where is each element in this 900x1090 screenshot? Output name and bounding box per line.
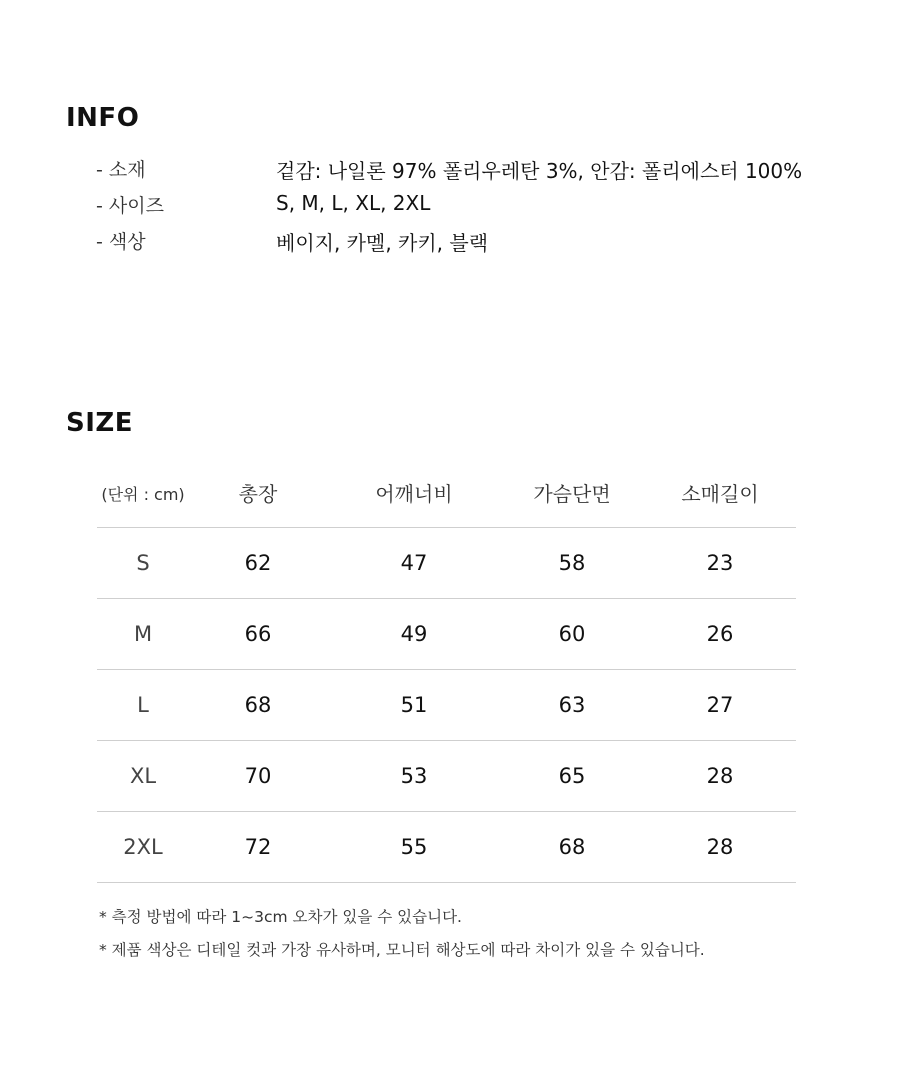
header-unit: (단위 : cm) <box>101 485 185 504</box>
table-row <box>97 599 796 670</box>
table-row <box>97 528 796 599</box>
shoulder-width-value: 51 <box>400 693 428 717</box>
header-chest-width: 가슴단면 <box>533 482 611 506</box>
size-table <box>97 470 796 883</box>
color-note: * 제품 색상은 디테일 컷과 가장 유사하며, 모니터 해상도에 따라 차이가 있을 수 있습니다. <box>99 941 705 959</box>
chest-width-value: 68 <box>558 835 586 859</box>
info-label-material: - 소재 <box>96 159 146 181</box>
size-section-title: SIZE <box>66 408 134 438</box>
chest-width-value: 58 <box>558 551 586 575</box>
chest-width-value: 63 <box>558 693 586 717</box>
size-label: M <box>133 622 153 646</box>
shoulder-width-value: 55 <box>400 835 428 859</box>
total-length-value: 70 <box>244 764 272 788</box>
size-label: XL <box>129 764 157 788</box>
sleeve-length-value: 23 <box>706 551 734 575</box>
info-row-colors <box>96 227 856 257</box>
header-total-length: 총장 <box>238 482 278 506</box>
size-table-header <box>97 470 796 528</box>
sleeve-length-value: 27 <box>706 693 734 717</box>
info-row-sizes <box>96 191 856 221</box>
size-label: L <box>137 693 149 717</box>
info-value-colors: 베이지, 카멜, 카키, 블랙 <box>276 231 489 255</box>
chest-width-value: 60 <box>558 622 586 646</box>
sleeve-length-value: 28 <box>706 764 734 788</box>
size-label: S <box>136 551 150 575</box>
shoulder-width-value: 53 <box>400 764 428 788</box>
total-length-value: 62 <box>244 551 272 575</box>
info-label-sizes: - 사이즈 <box>96 195 164 217</box>
sleeve-length-value: 26 <box>706 622 734 646</box>
info-label-colors: - 색상 <box>96 231 146 253</box>
shoulder-width-value: 49 <box>400 622 428 646</box>
total-length-value: 66 <box>244 622 272 646</box>
shoulder-width-value: 47 <box>400 551 428 575</box>
table-row <box>97 741 796 812</box>
total-length-value: 72 <box>244 835 272 859</box>
info-row-material <box>96 155 856 185</box>
size-label: 2XL <box>123 835 163 859</box>
info-section-title: INFO <box>66 103 140 133</box>
total-length-value: 68 <box>244 693 272 717</box>
info-value-material: 겉감: 나일론 97% 폴리우레탄 3%, 안감: 폴리에스터 100% <box>276 159 803 183</box>
sleeve-length-value: 28 <box>706 835 734 859</box>
info-value-sizes: S, M, L, XL, 2XL <box>276 191 431 215</box>
header-sleeve-length: 소매길이 <box>681 482 759 506</box>
table-row <box>97 670 796 741</box>
chest-width-value: 65 <box>558 764 586 788</box>
measurement-note: * 측정 방법에 따라 1~3cm 오차가 있을 수 있습니다. <box>99 908 462 926</box>
table-row <box>97 812 796 883</box>
header-shoulder-width: 어깨너비 <box>375 482 453 506</box>
